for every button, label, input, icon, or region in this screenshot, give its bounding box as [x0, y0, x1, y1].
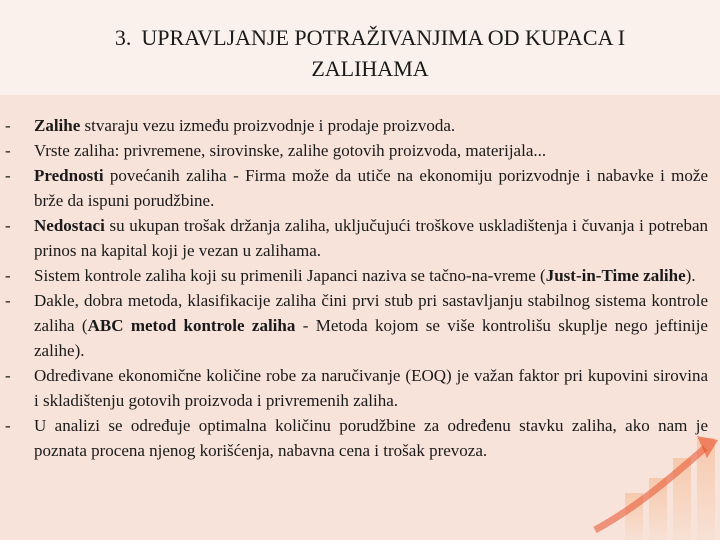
bullet-item	[0, 113, 712, 138]
bullet-text: U analizi se određuje optimalna količinu porudžbine za određenu stavku zaliha, ako nam je poznata procena njenog korišćenja, nabavna cena i trošak prevoza.	[34, 416, 708, 460]
title-line-1	[30, 22, 710, 53]
bullet-dash: -	[5, 291, 11, 310]
bullet-bold-term: Nedostaci	[34, 216, 105, 235]
bullet-dash: -	[5, 141, 11, 160]
bullet-text-end: - Metoda kojom se više kontrolišu skuplje nego jeftinije zalihe).	[34, 316, 708, 360]
bullet-text-end: ).	[685, 266, 696, 285]
bullet-text: povećanih zaliha - Firma može da utiče na ekonomiju porizvodnje i nabavke i može brže da ispuni porudžbine.	[34, 166, 708, 210]
bullet-dash: -	[5, 266, 11, 285]
bullet-item	[0, 163, 712, 213]
bullet-dash: -	[5, 416, 11, 435]
bullet-text: Sistem kontrole zaliha koji su primenili Japanci naziva se tačno-na-vreme (	[34, 266, 546, 285]
bullet-item	[0, 138, 712, 163]
bullet-dash: -	[5, 216, 11, 235]
bullet-dash: -	[5, 366, 11, 385]
title-number: 3.	[114, 25, 132, 50]
slide-title	[30, 22, 710, 84]
bullet-text: Vrste zaliha: privremene, sirovinske, zalihe gotovih proizvoda, materijala...	[34, 141, 547, 160]
bullet-bold-term: Zalihe	[34, 116, 81, 135]
bullet-text: stvaraju vezu između proizvodnje i prodaje proizvoda.	[80, 116, 456, 135]
bullet-item	[0, 413, 712, 463]
title-text-1: UPRAVLJANJE POTRAŽIVANJIMA OD KUPACA I	[141, 25, 626, 50]
bullet-bold-term: Just-in-Time zalihe	[545, 266, 686, 285]
bullet-text: Određivane ekonomične količine robe za naručivanje (EOQ) je važan faktor pri kupovini sirovina i skladištenju gotovih proizvoda i privremenih zaliha.	[34, 366, 708, 410]
bullet-bold-term: ABC metod kontrole zaliha	[87, 316, 296, 335]
bullet-item	[0, 213, 712, 263]
bullet-item	[0, 263, 712, 288]
bullet-dash: -	[5, 116, 11, 135]
title-line-2: ZALIHAMA	[311, 56, 429, 81]
bullet-bold-term: Prednosti	[34, 166, 104, 185]
bullet-list	[0, 113, 712, 463]
bullet-text: su ukupan trošak držanja zaliha, uključujući troškove uskladištenja i čuvanja i potreban prinos na kapital koji je vezan u zalihama.	[34, 216, 708, 260]
bullet-dash: -	[5, 166, 11, 185]
bullet-item	[0, 363, 712, 413]
bullet-text: Dakle, dobra metoda, klasifikacije zaliha čini prvi stub pri sastavljanju stabilnog sistema kontrole zaliha (	[34, 291, 708, 335]
bullet-item	[0, 288, 712, 363]
